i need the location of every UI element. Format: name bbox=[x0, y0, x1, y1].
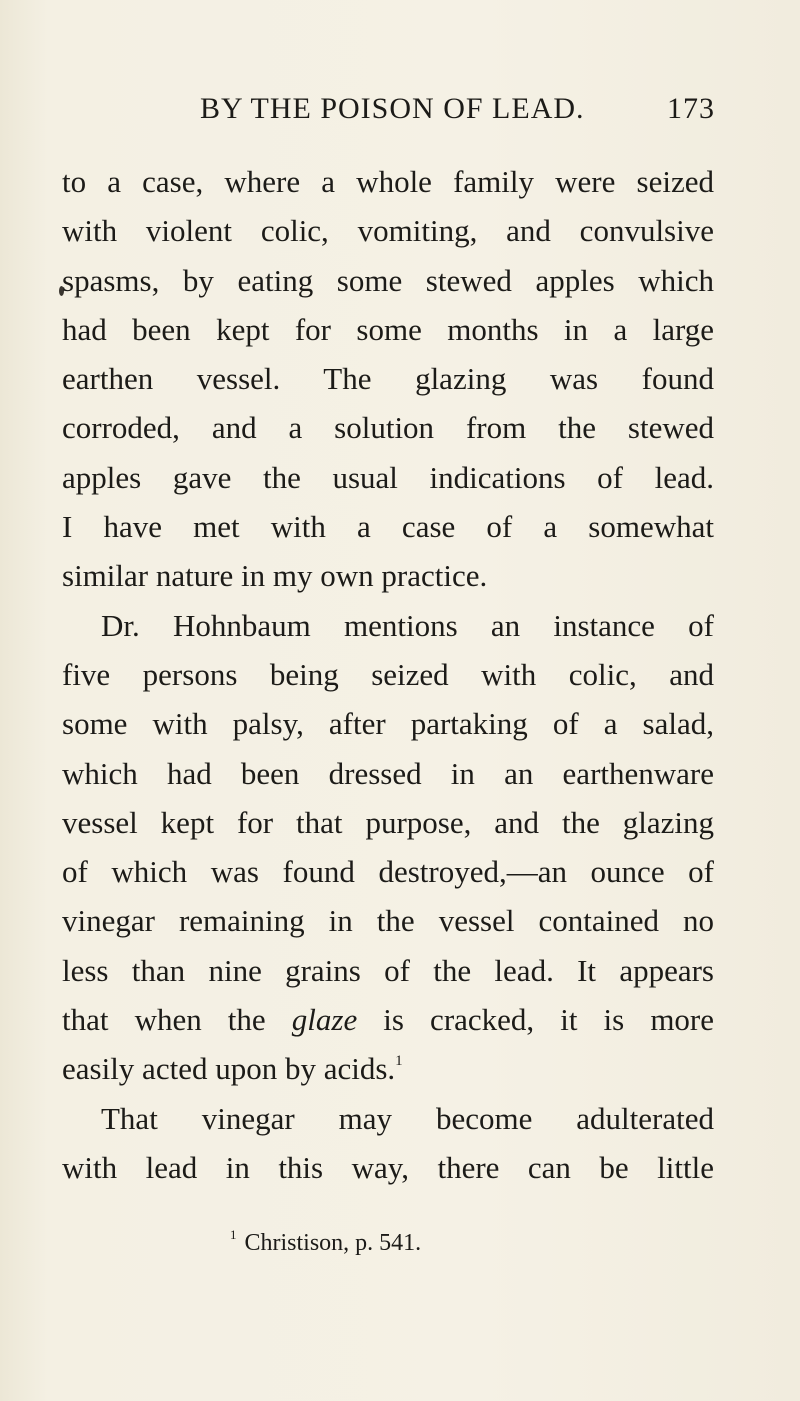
text-line-end: is cracked, it is more bbox=[383, 1002, 715, 1038]
page-number: 173 bbox=[667, 92, 715, 125]
text-line: of which was found destroyed,—an ounce of bbox=[62, 854, 714, 890]
text-line-start: that when the bbox=[62, 1002, 266, 1038]
text-line: vinegar remaining in the vessel contained no bbox=[62, 903, 714, 939]
text-line: five persons being seized with colic, and bbox=[62, 656, 714, 692]
running-head bbox=[60, 92, 715, 128]
text-line: with violent colic, vomiting, and convulsive bbox=[62, 213, 714, 249]
text-line bbox=[62, 1044, 714, 1093]
footnote-text: Christison, p. 541. bbox=[244, 1230, 422, 1256]
footnote-reference: 1 bbox=[395, 1053, 403, 1070]
text-line: less than nine grains of the lead. It appears bbox=[62, 952, 714, 988]
text-line: spasms, by eating some stewed apples which bbox=[62, 262, 714, 298]
body-text bbox=[62, 157, 714, 1192]
text-line-content: easily acted upon by acids. bbox=[62, 1051, 396, 1087]
footnote-marker: 1 bbox=[230, 1227, 237, 1242]
italic-glaze: glaze bbox=[291, 1002, 358, 1038]
text-line: vessel kept for that purpose, and the glazing bbox=[62, 804, 714, 840]
text-line: some with palsy, after partaking of a salad, bbox=[62, 706, 714, 742]
text-line: apples gave the usual indications of lead. bbox=[62, 459, 714, 495]
text-line: which had been dressed in an earthenware bbox=[62, 755, 714, 791]
text-line: That vinegar may become adulterated bbox=[101, 1100, 714, 1136]
text-line: corroded, and a solution from the stewed bbox=[62, 410, 714, 446]
text-line: earthen vessel. The glazing was found bbox=[62, 361, 714, 397]
text-line bbox=[62, 995, 714, 1044]
text-line: similar nature in my own practice. bbox=[62, 558, 488, 594]
text-line: I have met with a case of a somewhat bbox=[62, 509, 714, 545]
footnote bbox=[230, 1227, 422, 1257]
running-title: BY THE POISON OF LEAD. bbox=[200, 92, 585, 125]
text-line: to a case, where a whole family were seized bbox=[62, 164, 714, 199]
text-line: Dr. Hohnbaum mentions an instance of bbox=[101, 607, 714, 643]
text-line: with lead in this way, there can be little bbox=[62, 1149, 714, 1185]
text-line: had been kept for some months in a large bbox=[62, 311, 714, 347]
